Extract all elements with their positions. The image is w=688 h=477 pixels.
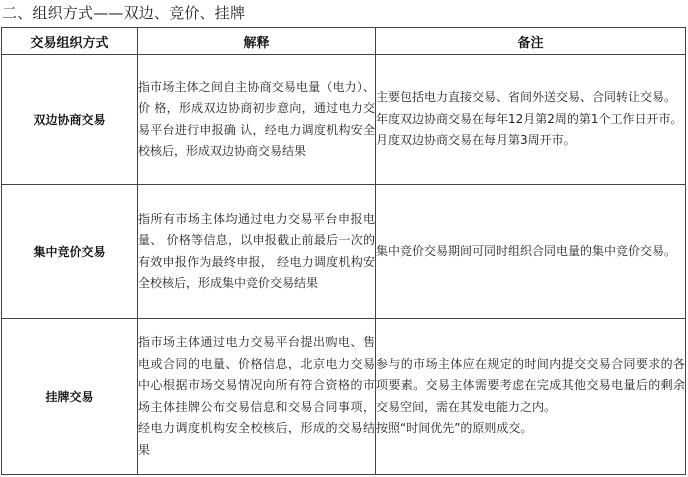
note-line: 集中竞价交易期间可同时组织合同电量的集中竞价交易。 bbox=[376, 243, 677, 258]
trading-mode-table bbox=[1, 27, 686, 475]
notes-cell bbox=[376, 55, 686, 185]
table-row-listing bbox=[2, 319, 686, 475]
notes-cell bbox=[376, 185, 686, 319]
header-mode: 交易组织方式 bbox=[2, 28, 138, 55]
explanation-cell: 指所有市场主体均通过电力交易平台申报电量、 价格等信息，以申报截止前最后一次的有效申报作为最终申报， 经电力调度机构安全校核后，形成集中竞价交易结果 bbox=[138, 185, 376, 319]
table-header-row bbox=[2, 28, 686, 55]
header-explanation: 解释 bbox=[138, 28, 376, 55]
note-line: 主要包括电力直接交易、省间外送交易、合同转让交易。 bbox=[376, 90, 677, 105]
mode-cell: 双边协商交易 bbox=[2, 55, 138, 185]
notes-cell bbox=[376, 319, 686, 475]
mode-cell: 挂牌交易 bbox=[2, 319, 138, 475]
note-line: 参与的市场主体应在规定的时间内提交交易合同要求的各项要素。交易主体需要考虑在完成其他交易电量后的剩余交易空间，需在其发电能力之内。 bbox=[376, 356, 685, 414]
table-row-bilateral bbox=[2, 55, 686, 185]
header-notes: 备注 bbox=[376, 28, 686, 55]
note-line: 年度双边协商交易在每年12月第2周的第1个工作日开市。 bbox=[376, 111, 683, 126]
note-line: 按照“时间优先”的原则成交。 bbox=[376, 421, 533, 435]
explanation-cell: 指市场主体之间自主协商交易电量（电力）、价 格，形成双边协商初步意向，通过电力交易平台进行申报确 认，经电力调度机构安全校核后，形成双边协商交易结果 bbox=[138, 55, 376, 185]
explanation-cell: 指市场主体通过电力交易平台提出购电、售电或合同的电量、价格信息，北京电力交易中心根据市场交易情况向所有符合资格的市场主体挂牌公布交易信息和交易合同事项，经电力调度机构安全校核后，形成的交易结果 bbox=[138, 319, 376, 475]
note-line: 月度双边协商交易在每月第3周开市。 bbox=[376, 133, 576, 148]
mode-cell: 集中竞价交易 bbox=[2, 185, 138, 319]
section-heading: 二、组织方式——双边、竞价、挂牌 bbox=[2, 4, 246, 22]
table-row-auction bbox=[2, 185, 686, 319]
